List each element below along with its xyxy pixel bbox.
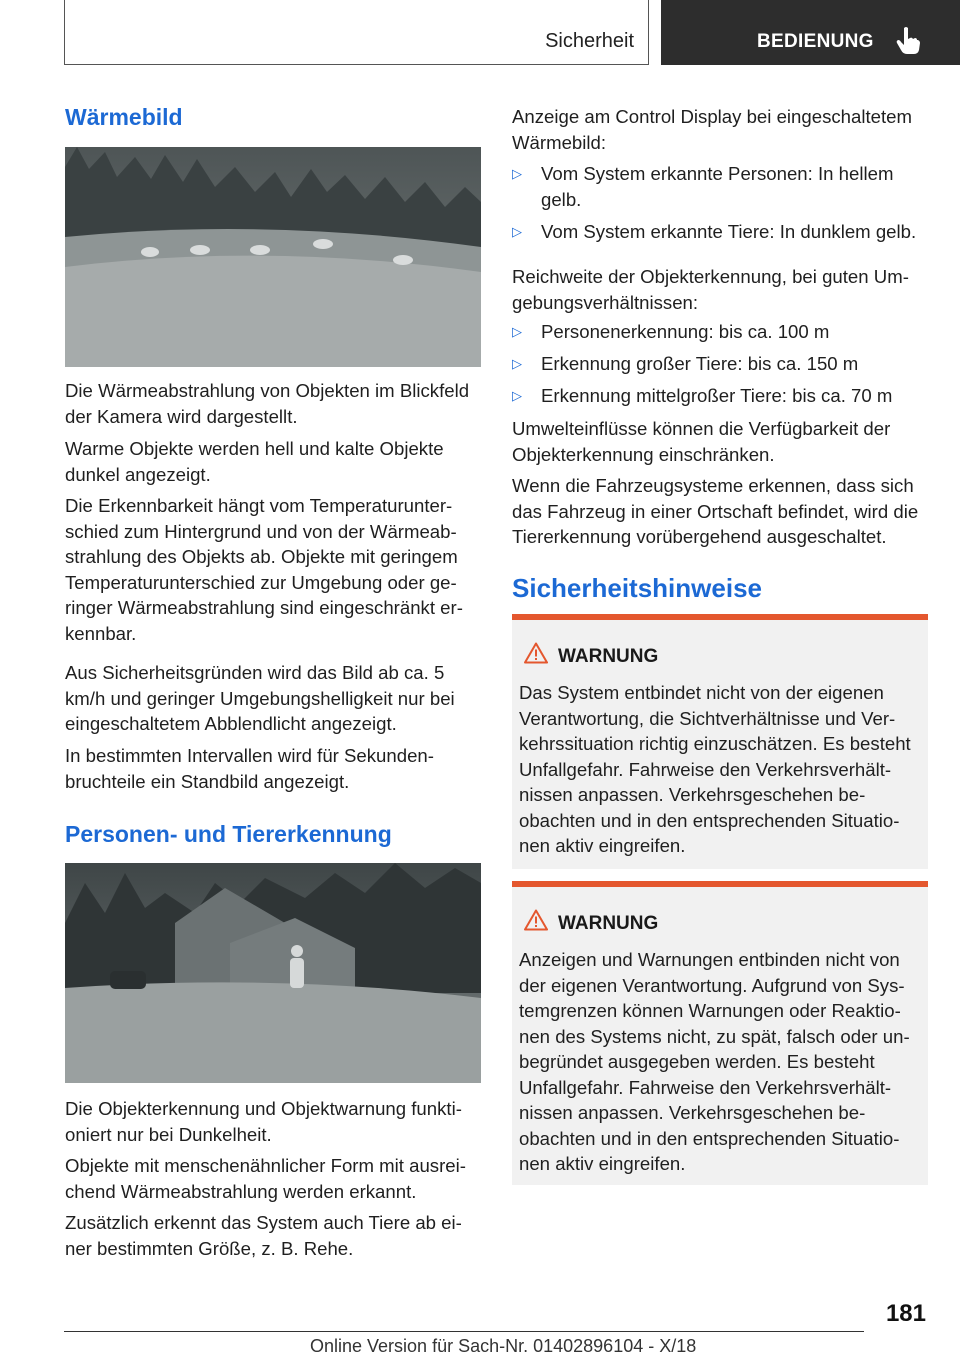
warning-box — [512, 881, 928, 1185]
paragraph: Objekte mit menschenähnlicher Form mit ausreichend Wärmeabstrahlung werden erkannt. — [65, 1155, 466, 1202]
bullet-triangle-icon: ▷ — [512, 356, 522, 371]
warning-body: Anzeigen und Warnungen entbinden nicht von der eigenen Verantwortung. Aufgrund von Systemgrenzen können Warnungen oder Reaktionen des Systems nicht, zu spät, falsch oder unbegründet ausgegeben werden. Es besteht Unfallgefahr. Fahrweise den Verkehrsverhältnissen anpassen. Verkehrsgeschehen beobachten und in den entsprechenden Situationen aktiv eingreifen. — [519, 949, 910, 1174]
paragraph: Die Erkennbarkeit hängt vom Temperaturunterschied zum Hintergrund und von der Wärmeabstrahlung des Objekts ab. Objekte mit geringem Temperaturunterschied zur Umgebung oder geringer Wärmeabstrahlung sind eingeschränkt erkennbar. — [65, 495, 463, 644]
paragraph: Reichweite der Objekterkennung, bei guten Umgebungsverhältnissen: — [512, 266, 909, 313]
warning-triangle-icon — [524, 909, 548, 931]
warning-body: Das System entbindet nicht von der eigenen Verantwortung, die Sichtverhältnisse und Verkehrssituation richtig einzuschätzen. Es besteht Unfallgefahr. Fahrweise den Verkehrsverhältnissen anpassen. Verkehrsgeschehen beobachten und in den entsprechenden Situationen aktiv eingreifen. — [519, 682, 911, 856]
header-chapter-tab — [661, 0, 960, 65]
hand-pointer-icon — [895, 26, 921, 56]
heading-sicherheitshinweise: Sicherheitshinweise — [512, 573, 762, 603]
list-item: ▷ Erkennung mittelgroßer Tiere: bis ca. 70 m — [512, 383, 928, 409]
warning-title: WARNUNG — [558, 646, 659, 667]
paragraph: Umwelteinflüsse können die Verfügbarkeit der Objekterkennung einschränken. — [512, 418, 891, 465]
heading-waermebild: Wärmebild — [65, 104, 183, 130]
bullet-triangle-icon: ▷ — [512, 388, 522, 403]
header-section-box — [64, 0, 649, 65]
heading-personen-tiererkennung: Personen- und Tiererkennung — [65, 821, 392, 847]
paragraph: Zusätzlich erkennt das System auch Tiere ab einer bestimmten Größe, z. B. Rehe. — [65, 1212, 462, 1259]
paragraph: In bestimmten Intervallen wird für Sekundenbruchteile ein Standbild angezeigt. — [65, 745, 434, 792]
paragraph: Aus Sicherheitsgründen wird das Bild ab ca. 5 km/h und geringer Umgebungshelligkeit nur bei eingeschaltetem Abblendlicht angezeigt. — [65, 662, 455, 734]
thermal-image-person — [65, 863, 481, 1083]
paragraph: Die Objekterkennung und Objektwarnung funktioniert nur bei Dunkelheit. — [65, 1098, 462, 1145]
paragraph: Die Wärmeabstrahlung von Objekten im Blickfeld der Kamera wird dargestellt. — [65, 380, 470, 427]
bullet-triangle-icon: ▷ — [512, 324, 522, 339]
list-item: ▷ Erkennung großer Tiere: bis ca. 150 m — [512, 351, 928, 377]
list-item: ▷ Vom System erkannte Tiere: In dunklem gelb. — [512, 219, 928, 245]
warning-title: WARNUNG — [558, 913, 659, 934]
footer-divider — [64, 1331, 864, 1332]
bullet-triangle-icon: ▷ — [512, 166, 522, 181]
paragraph: Warme Objekte werden hell und kalte Objekte dunkel angezeigt. — [65, 438, 444, 485]
paragraph: Wenn die Fahrzeugsysteme erkennen, dass sich das Fahrzeug in einer Ortschaft befindet, wird die Tiererkennung vorübergehend ausgeschaltet. — [512, 475, 919, 547]
header-chapter-title: BEDIENUNG — [757, 31, 874, 52]
list-item: ▷ Vom System erkannte Personen: In hellem gelb. — [512, 163, 894, 210]
warning-box — [512, 614, 928, 869]
header-section-title: Sicherheit — [545, 30, 634, 52]
thermal-image-animals — [65, 147, 481, 367]
list-item: ▷ Personenerkennung: bis ca. 100 m — [512, 319, 928, 345]
bullet-triangle-icon: ▷ — [512, 224, 522, 239]
paragraph: Anzeige am Control Display bei eingeschaltetem Wärmebild: — [512, 106, 912, 153]
footer-version-text: Online Version für Sach-Nr. 01402896104 - X/18 — [310, 1336, 697, 1356]
warning-triangle-icon — [524, 642, 548, 664]
page-number: 181 — [885, 1300, 926, 1327]
